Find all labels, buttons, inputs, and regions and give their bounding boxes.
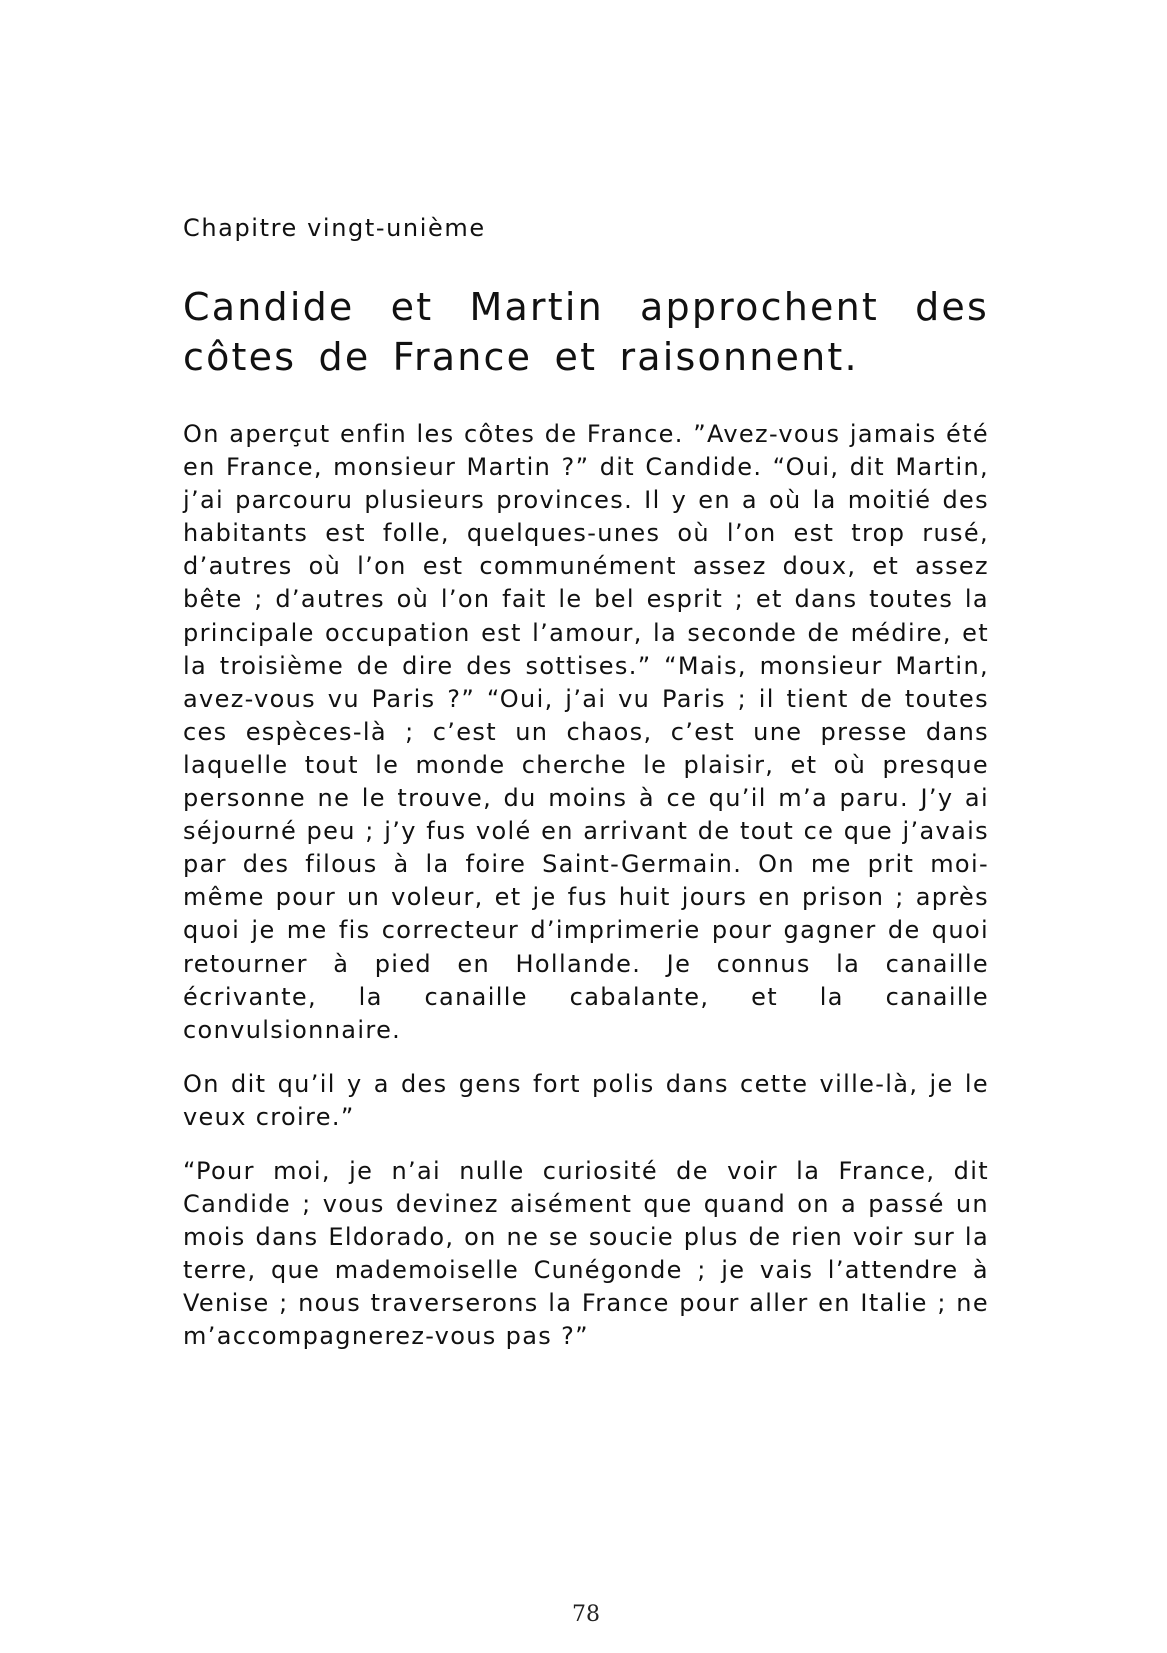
chapter-title: Candide et Martin approchent des côtes de France et raisonnent. [183, 285, 989, 379]
paragraph: On dit qu’il y a des gens fort polis dans cette ville-là, je le veux croire.” [183, 1069, 989, 1131]
paragraph: “Pour moi, je n’ai nulle curiosité de voir la France, dit Candide ; vous devinez aisément que quand on a passé un mois dans Eldorado, on ne se soucie plus de rien voir sur la terre, que mademoiselle Cunégonde ; je vais l’attendre à Venise ; nous traverserons la France pour aller en Italie ; ne m’accompagnerez-vous pas ?” [183, 1156, 989, 1351]
chapter-label: Chapitre vingt-unième [183, 214, 486, 242]
book-page [183, 0, 989, 1653]
chapter-body [183, 418, 989, 1375]
page-number: 78 [572, 1602, 600, 1627]
paragraph: On aperçut enfin les côtes de France. ”Avez-vous jamais été en France, monsieur Martin ?” dit Candide. “Oui, dit Martin, j’ai parcouru plusieurs provinces. Il y en a où la moitié des habitants est folle, quelques-unes où l’on est trop rusé, d’autres où l’on est communément assez doux, et assez bête ; d’autres où l’on fait le bel esprit ; et dans toutes la principale occupation est l’amour, la seconde de médire, et la troisième de dire des sottises.” “Mais, monsieur Martin, avez-vous vu Paris ?” “Oui, j’ai vu Paris ; il tient de toutes ces espèces-là ; c’est un chaos, c’est une presse dans laquelle tout le monde cherche le plaisir, et où presque personne ne le trouve, du moins à ce qu’il m’a paru. J’y ai séjourné peu ; j’y fus volé en arrivant de tout ce que j’avais par des filous à la foire Saint-Germain. On me prit moi-même pour un voleur, et je fus huit jours en prison ; après quoi je me fis correcteur d’imprimerie pour gagner de quoi retourner à pied en Hollande. Je connus la canaille écrivante, la canaille cabalante, et la canaille convulsionnaire. [183, 420, 989, 1044]
